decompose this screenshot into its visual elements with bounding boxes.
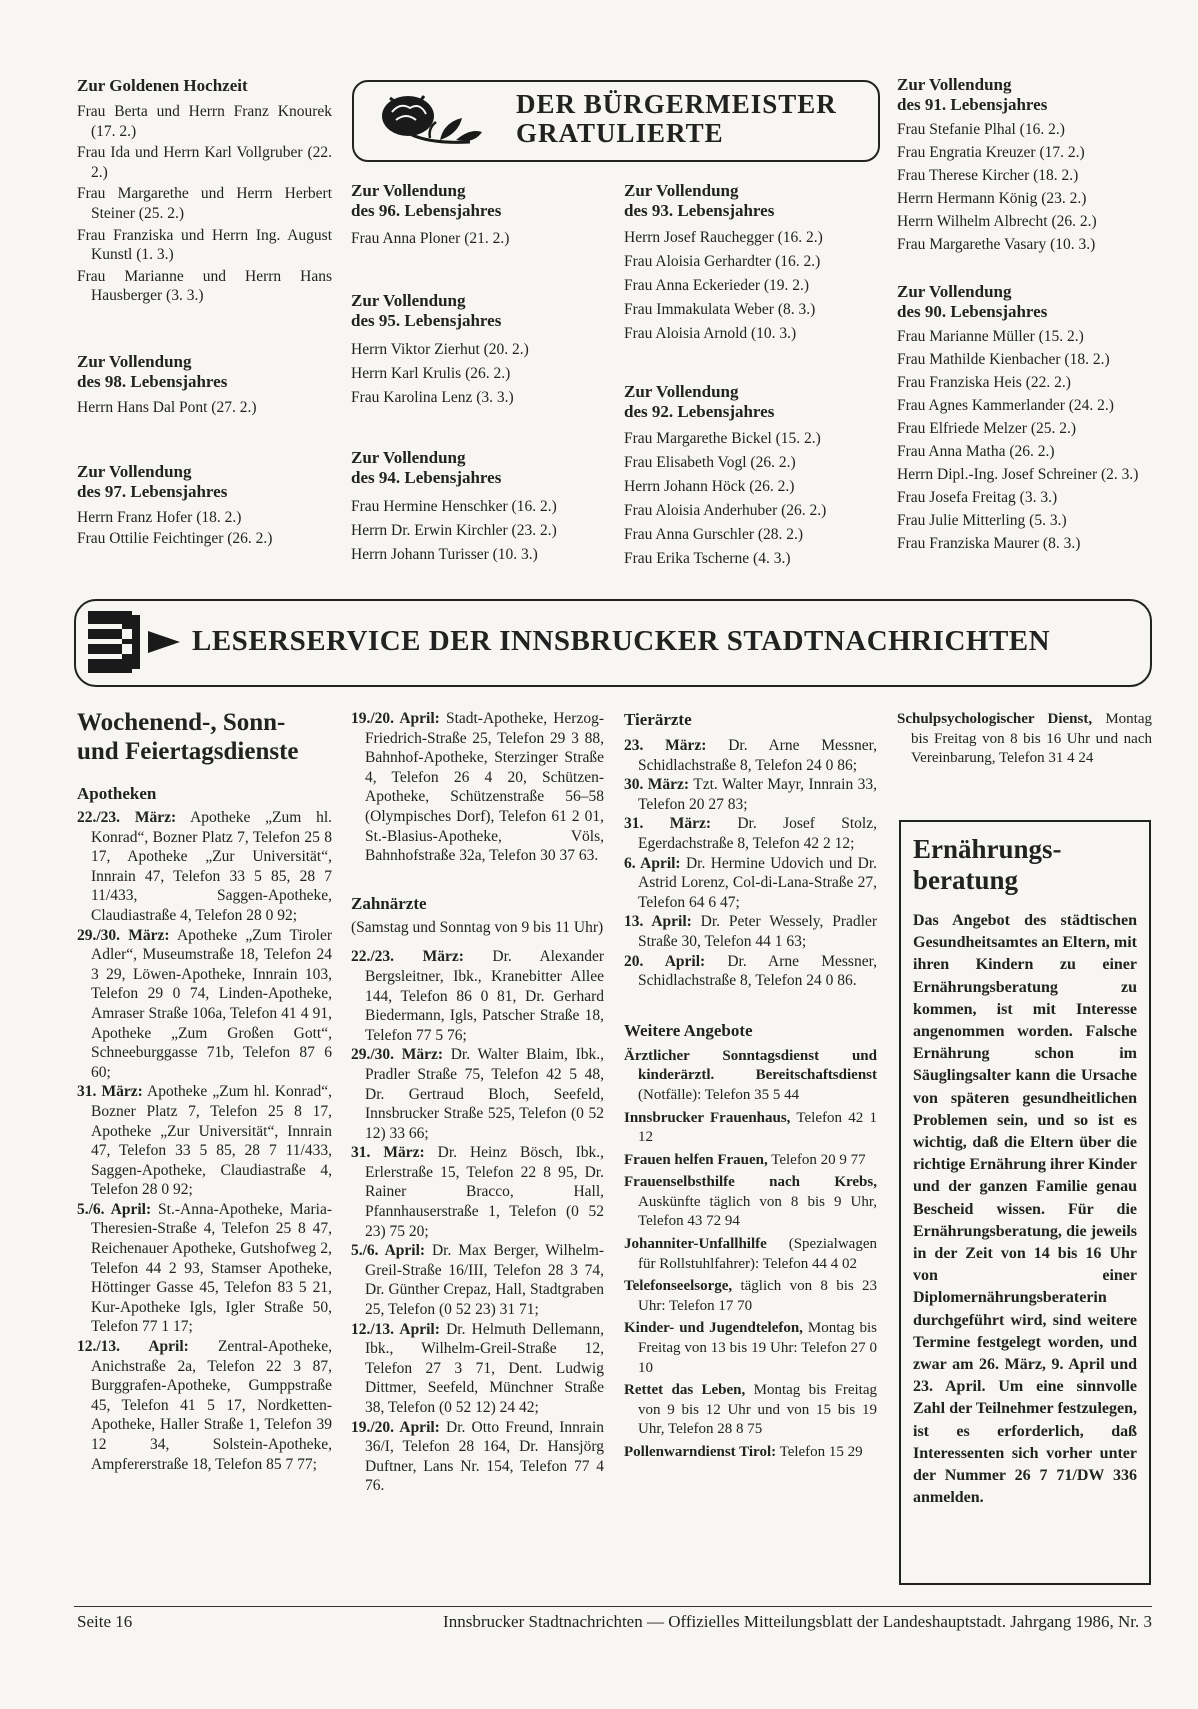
item-date: Frauenselbsthilfe nach Krebs, xyxy=(624,1174,877,1191)
list-item xyxy=(624,1109,877,1148)
pharmacies-list xyxy=(77,808,332,1474)
item-text: Telefon 42 1 12 xyxy=(638,1109,877,1146)
item-text: (Spezialwagen für Rollstuhlfahrer): Telefon 44 4 02 xyxy=(638,1236,877,1272)
nutrition-box xyxy=(899,820,1151,1585)
list-item: Frau Agnes Kammerlander (24. 2.) xyxy=(897,397,1114,414)
list-item xyxy=(624,1319,877,1378)
item-date: 5./6. April: xyxy=(77,1200,152,1218)
birthday-heading-line2: des 94. Lebensjahres xyxy=(351,468,502,487)
birthday-heading-line1: Zur Vollendung xyxy=(624,181,739,200)
item-date: 30. März: xyxy=(624,776,690,794)
services-title: Wochenend-, Sonn- und Feiertagsdienste xyxy=(77,709,299,765)
services-column-4 xyxy=(897,710,1152,769)
item-text: Dr. Hermine Udovich und Dr. Astrid Lorenz, Col-di-Lana-Straße 27, Telefon 64 6 47; xyxy=(638,854,878,911)
birthday-heading-line1: Zur Vollendung xyxy=(351,181,466,200)
list-item: Frau Aloisia Gerhardter (16. 2.) xyxy=(624,253,821,270)
list-item: Frau Karolina Lenz (3. 3.) xyxy=(351,389,514,406)
list-item: Frau Margarethe Bickel (15. 2.) xyxy=(624,430,821,447)
list-item: Frau Anna Ploner (21. 2.) xyxy=(351,230,510,247)
birthday-91 xyxy=(897,75,1155,256)
list-item: Herrn Wilhelm Albrecht (26. 2.) xyxy=(897,213,1097,230)
item-date: 31. März: xyxy=(77,1083,143,1101)
list-item: Frau Anna Gurschler (28. 2.) xyxy=(624,526,804,543)
list-item xyxy=(624,854,877,913)
item-text: Dr. Max Berger, Wilhelm-Greil-Straße 16/III, Telefon 28 3 74, Dr. Günther Crepaz, Hall, Stadtgraben 25, Telefon (0 52 23) 31 71; xyxy=(365,1242,605,1319)
list-item xyxy=(351,1045,604,1143)
item-text: Dr. Arne Messner, Schidlachstraße 8, Telefon 24 0 86. xyxy=(638,952,877,990)
mayor-banner-title xyxy=(516,90,837,148)
list-item xyxy=(624,1151,877,1171)
item-date: 12./13. April: xyxy=(77,1338,189,1356)
golden-wedding-heading: Zur Goldenen Hochzeit xyxy=(77,76,248,95)
birthday-heading-line2: des 98. Lebensjahres xyxy=(77,371,228,391)
birthday-heading-line2: des 93. Lebensjahres xyxy=(624,201,775,220)
item-date: 22./23. März: xyxy=(351,948,464,966)
list-item: Herrn Hans Dal Pont (27. 2.) xyxy=(77,398,257,416)
list-item xyxy=(351,709,604,866)
item-text: Apotheke „Zum hl. Konrad“, Bozner Platz 7, Telefon 25 8 17, Apotheke „Zur Universität“, Innrain 47, Telefon 33 5 85, 28 7 11/433, Saggen-Apotheke, Claudiastraße 4, Telefon 28 0 92; xyxy=(91,1083,332,1199)
dentists-list xyxy=(351,947,604,1496)
list-item xyxy=(624,1235,877,1274)
list-item xyxy=(351,1320,604,1418)
item-text: Telefon 20 9 77 xyxy=(767,1151,866,1168)
footer-page-number: Seite 16 xyxy=(77,1612,133,1631)
birthday-heading-line1: Zur Vollendung xyxy=(351,448,466,467)
item-date: 31. März: xyxy=(624,815,712,833)
vets-list xyxy=(624,736,877,991)
list-item xyxy=(351,947,604,1045)
list-item: Frau Immakulata Weber (8. 3.) xyxy=(624,301,816,318)
birthday-heading-line2: des 95. Lebensjahres xyxy=(351,311,502,330)
item-date: Pollenwarndienst Tirol: xyxy=(624,1444,777,1460)
mayor-banner xyxy=(352,80,880,162)
item-text: Montag bis Freitag von 8 bis 16 Uhr und nach Vereinbarung, Telefon 31 4 24 xyxy=(911,711,1152,767)
list-item xyxy=(624,814,877,853)
list-item xyxy=(624,736,877,775)
item-date: 29./30. März: xyxy=(351,1046,444,1064)
birthday-90 xyxy=(897,282,1155,555)
item-date: Innsbrucker Frauenhaus, xyxy=(624,1109,791,1126)
list-item xyxy=(351,1241,604,1319)
item-date: 29./30. März: xyxy=(77,926,170,944)
item-date: Frauen helfen Frauen, xyxy=(624,1151,768,1168)
item-date: 20. April: xyxy=(624,952,706,970)
list-item xyxy=(77,1337,332,1474)
list-item: Frau Berta und Herrn Franz Knourek (17. 2.) xyxy=(77,103,332,140)
item-text: Apotheke „Zum hl. Konrad“, Bozner Platz 7, Telefon 25 8 17, Apotheke „Zur Universität“, Innrain 47, Telefon 33 5 85, 28 7 11/433, Saggen-Apotheke, Claudiastraße 4, Telefon 28 0 92; xyxy=(91,809,333,924)
item-text: Dr. Walter Blaim, Ibk., Pradler Straße 75, Telefon 42 5 48, Dr. Gertraud Bloch, Seefeld, Innsbrucker Straße 525, Telefon (0 52 12) 33 66; xyxy=(365,1046,604,1142)
golden-wedding-column xyxy=(77,76,332,549)
list-item xyxy=(624,1443,877,1463)
list-item: Frau Julie Mitterling (5. 3.) xyxy=(897,512,1067,529)
services-column-1 xyxy=(77,708,332,1474)
item-date: 12./13. April: xyxy=(351,1320,440,1338)
item-date: Telefonseelsorge, xyxy=(624,1278,733,1295)
item-date: Kinder- und Jugendtelefon, xyxy=(624,1320,803,1337)
item-text: Dr. Peter Wessely, Pradler Straße 30, Telefon 44 1 63; xyxy=(638,913,877,950)
birthday-heading-line2: des 92. Lebensjahres xyxy=(624,402,775,421)
list-item xyxy=(624,775,877,814)
birthday-heading-line2: des 91. Lebensjahres xyxy=(897,95,1048,114)
list-item xyxy=(77,808,332,926)
list-item xyxy=(77,1082,332,1200)
mayor-banner-line2: GRATULIERTE xyxy=(516,118,724,148)
item-text: Tzt. Walter Mayr, Innrain 33, Telefon 20 27 83; xyxy=(638,776,877,813)
list-item: Herrn Dr. Erwin Kirchler (23. 2.) xyxy=(351,522,557,539)
list-item: Frau Franziska Heis (22. 2.) xyxy=(897,374,1071,391)
list-item xyxy=(77,1200,332,1337)
item-text: Dr. Heinz Bösch, Ibk., Erlerstraße 15, Telefon 22 8 95, Dr. Rainer Bracco, Hall, Pfannhauserstraße 1, Telefon (0 52 23) 75 20; xyxy=(365,1144,604,1240)
birthday-column-3 xyxy=(624,181,874,571)
nutrition-title: Ernährungs-beratung xyxy=(913,834,1062,895)
birthday-column-2 xyxy=(351,181,596,567)
birthday-97 xyxy=(77,462,332,549)
item-text: Dr. Josef Stolz, Egerdachstraße 8, Telefon 42 2 12; xyxy=(638,815,877,852)
list-item xyxy=(624,1173,877,1232)
list-item: Frau Aloisia Anderhuber (26. 2.) xyxy=(624,502,827,519)
list-item: Frau Franziska und Herrn Ing. August Kunstl (1. 3.) xyxy=(77,226,332,264)
list-item: Herrn Karl Krulis (26. 2.) xyxy=(351,365,511,382)
list-item: Herrn Dipl.-Ing. Josef Schreiner (2. 3.) xyxy=(897,466,1139,483)
list-item xyxy=(624,912,877,951)
services-column-3 xyxy=(624,710,877,1463)
birthday-heading-line1: Zur Vollendung xyxy=(77,461,192,481)
rose-icon xyxy=(370,88,488,152)
list-item: Frau Marianne Müller (15. 2.) xyxy=(897,328,1084,345)
item-text: Montag bis Freitag von 13 bis 19 Uhr: Telefon 27 0 10 xyxy=(638,1320,877,1376)
pharmacies-heading: Apotheken xyxy=(77,784,157,803)
list-item: Frau Margarethe Vasary (10. 3.) xyxy=(897,236,1096,253)
item-text: Telefon 15 29 xyxy=(776,1444,863,1460)
birthday-heading-line2: des 97. Lebensjahres xyxy=(77,481,228,501)
item-text: Dr. Helmuth Dellemann, Ibk., Wilhelm-Greil-Straße 12, Telefon 27 3 71, Dent. Ludwig Dittmer, Seefeld, Münchner Straße 38, Telefon (0 52 12) 24 42; xyxy=(365,1320,605,1416)
birthday-heading-line1: Zur Vollendung xyxy=(624,382,739,401)
birthday-heading-line1: Zur Vollendung xyxy=(897,75,1012,94)
list-item: Frau Aloisia Arnold (10. 3.) xyxy=(624,325,797,342)
birthday-heading-line2: des 96. Lebensjahres xyxy=(351,201,502,220)
item-date: 19./20. April: xyxy=(351,710,440,727)
list-item: Frau Therese Kircher (18. 2.) xyxy=(897,167,1079,184)
item-date: 19./20. April: xyxy=(351,1418,440,1436)
item-text: täglich von 8 bis 23 Uhr: Telefon 17 70 xyxy=(638,1278,877,1314)
item-text: Dr. Arne Messner, Schidlachstraße 8, Telefon 24 0 86; xyxy=(638,737,877,774)
list-item: Frau Ida und Herrn Karl Vollgruber (22. 2.) xyxy=(77,144,332,181)
services-column-2 xyxy=(351,709,604,1496)
list-item: Herrn Johann Höck (26. 2.) xyxy=(624,478,795,495)
school-psychology-service xyxy=(897,710,1152,769)
nutrition-text: Das Angebot des städtischen Gesundheitsamtes an Eltern, mit ihren Kindern zu einer Ernährungsberatung zu kommen, ist mit Interesse angenommen worden. Falsche Ernährung schon im Säuglingsalter kann die Ursache von späteren gesundheitlichen Problemen sein, und so ist es wichtig, daß die Eltern über die richtige Ernährung ihrer Kinder und der ganzen Familie genau Bescheid wissen. Für die Ernährungsberatung, die jeweils in der Zeit von 14 bis 16 Uhr von einer Diplomernährungsberaterin durchgeführt wird, sind weitere Termine festgelegt worden, und zwar am 26. März, 9. April und 23. April. Um eine sinnvolle Zahl der Teilnehmer festzulegen, ist es erforderlich, daß Interessenten sich vorher unter der Nummer 26 7 71/DW 336 anmelden. xyxy=(913,912,1137,1507)
list-item: Frau Josefa Freitag (3. 3.) xyxy=(897,489,1058,506)
birthday-93 xyxy=(624,181,874,346)
list-item xyxy=(351,1143,604,1241)
mayor-banner-line1: DER BÜRGERMEISTER xyxy=(516,89,837,119)
birthday-92 xyxy=(624,382,874,571)
birthday-column-4 xyxy=(897,75,1155,555)
item-text: Montag bis Freitag von 9 bis 12 Uhr und von 15 bis 19 Uhr, Telefon 28 8 75 xyxy=(638,1382,877,1438)
golden-wedding-list xyxy=(77,102,332,306)
item-date: Schulpsychologischer Dienst, xyxy=(897,711,1093,727)
birthday-heading-line1: Zur Vollendung xyxy=(351,291,466,310)
birthday-96 xyxy=(351,181,596,249)
birthday-95 xyxy=(351,291,596,410)
list-item: Frau Erika Tscherne (4. 3.) xyxy=(624,550,791,567)
list-item: Herrn Franz Hofer (18. 2.) xyxy=(77,508,242,526)
list-item: Frau Marianne und Herrn Hans Hausberger (3. 3.) xyxy=(77,267,332,305)
item-text: Dr. Alexander Bergsleitner, Ibk., Kranebitter Allee 144, Telefon 86 0 81, Dr. Gerhard Biedermann, Igls, Patscher Straße 18, Telefon 77 5 76; xyxy=(365,948,605,1044)
list-item: Frau Franziska Maurer (8. 3.) xyxy=(897,535,1081,552)
list-item xyxy=(624,952,877,991)
list-item xyxy=(624,1277,877,1316)
list-item: Herrn Josef Rauchegger (16. 2.) xyxy=(624,229,823,246)
vets-heading: Tierärzte xyxy=(624,710,692,729)
item-text: Stadt-Apotheke, Herzog-Friedrich-Straße 25, Telefon 29 3 88, Bahnhof-Apotheke, Sterzinger Straße 4, Telefon 26 4 20, Schützen-Apotheke, Schützenstraße 56–58 (Olympisches Dorf), Telefon 61 2 01, St.-Blasius-Apotheke, Völs, Bahnhofstraße 32a, Telefon 30 37 63. xyxy=(365,710,605,865)
dentists-note: (Samstag und Sonntag von 9 bis 11 Uhr) xyxy=(351,918,604,936)
birthday-heading-line1: Zur Vollendung xyxy=(77,351,192,371)
item-date: Rettet das Leben, xyxy=(624,1382,746,1399)
service-banner-title: LESERSERVICE DER INNSBRUCKER STADTNACHRICHTEN xyxy=(192,625,1051,657)
footer-publication: Innsbrucker Stadtnachrichten — Offizielles Mitteilungsblatt der Landeshauptstadt. Jahrgang 1986, Nr. 3 xyxy=(443,1612,1152,1631)
item-text: St.-Anna-Apotheke, Maria-Theresien-Straße 4, Telefon 25 8 47, Reichenauer Apotheke, Gutshofweg 2, Telefon 44 2 93, Stamser Apotheke, Höttinger Gasse 45, Telefon 83 5 21, Kur-Apotheke Igls, Igler Straße 50, Telefon 77 1 17; xyxy=(91,1200,332,1336)
list-item: Herrn Viktor Zierhut (20. 2.) xyxy=(351,341,529,358)
service-banner xyxy=(74,599,1152,687)
list-item: Frau Hermine Henschker (16. 2.) xyxy=(351,498,557,515)
item-date: 23. März: xyxy=(624,737,707,754)
item-date: 6. April: xyxy=(624,854,681,872)
list-item: Herrn Johann Turisser (10. 3.) xyxy=(351,546,538,563)
item-text: Auskünfte täglich von 8 bis 9 Uhr, Telefon 43 72 94 xyxy=(638,1193,877,1230)
list-item: Frau Anna Matha (26. 2.) xyxy=(897,443,1055,460)
list-item: Frau Ottilie Feichtinger (26. 2.) xyxy=(77,529,273,547)
list-item: Frau Stefanie Plhal (16. 2.) xyxy=(897,121,1065,138)
list-item: Frau Elfriede Melzer (25. 2.) xyxy=(897,420,1077,437)
further-offers-list xyxy=(624,1047,877,1463)
item-date: 22./23. März: xyxy=(77,809,177,826)
list-item: Frau Margarethe und Herrn Herbert Steiner (25. 2.) xyxy=(77,185,332,222)
list-item: Frau Mathilde Kienbacher (18. 2.) xyxy=(897,351,1110,368)
list-item xyxy=(351,1418,604,1496)
list-item: Frau Engratia Kreuzer (17. 2.) xyxy=(897,144,1085,161)
list-item: Frau Elisabeth Vogl (26. 2.) xyxy=(624,454,796,471)
item-date: 31. März: xyxy=(351,1144,425,1162)
further-offers-heading: Weitere Angebote xyxy=(624,1020,753,1040)
list-item: Herrn Hermann König (23. 2.) xyxy=(897,190,1087,207)
birthday-heading-line2: des 90. Lebensjahres xyxy=(897,302,1048,321)
item-date: Johanniter-Unfallhilfe xyxy=(624,1236,767,1253)
item-text: Apotheke „Zum Tiroler Adler“, Museumstraße 18, Telefon 24 3 29, Löwen-Apotheke, Innrain 103, Telefon 29 0 74, Linden-Apotheke, Amraser Straße 106a, Telefon 41 4 91, Apotheke „Zum Großen Gott“, Schneeburggasse 71b, Telefon 87 6 60; xyxy=(91,926,332,1081)
birthday-98 xyxy=(77,352,332,418)
item-date: Ärztlicher Sonntagsdienst und kinderärztl. Bereitschaftsdienst xyxy=(624,1047,877,1084)
item-date: 13. April: xyxy=(624,913,692,931)
list-item: Frau Anna Eckerieder (19. 2.) xyxy=(624,277,810,294)
footer-rule xyxy=(74,1606,1152,1607)
dentists-heading: Zahnärzte xyxy=(351,893,427,913)
item-text: (Notfälle): Telefon 35 5 44 xyxy=(638,1086,800,1103)
item-date: 5./6. April: xyxy=(351,1242,426,1260)
birthday-heading-line1: Zur Vollendung xyxy=(897,282,1012,301)
newspaper-logo-icon xyxy=(88,611,180,673)
item-text: Zentral-Apotheke, Anichstraße 2a, Telefon 22 3 87, Burggrafen-Apotheke, Gumppstraße 45, Telefon 41 5 17, Nordketten-Apotheke, Haller Straße 1, Telefon 39 12 34, Solstein-Apotheke, Ampfererstraße 18, Telefon 85 7 77; xyxy=(91,1338,332,1473)
item-text: Dr. Otto Freund, Innrain 36/I, Telefon 28 164, Dr. Hansjörg Duftner, Lans Nr. 154, Telefon 77 4 76. xyxy=(365,1418,604,1495)
birthday-94 xyxy=(351,448,596,567)
list-item xyxy=(624,1047,877,1106)
list-item xyxy=(624,1381,877,1440)
list-item xyxy=(77,926,332,1083)
